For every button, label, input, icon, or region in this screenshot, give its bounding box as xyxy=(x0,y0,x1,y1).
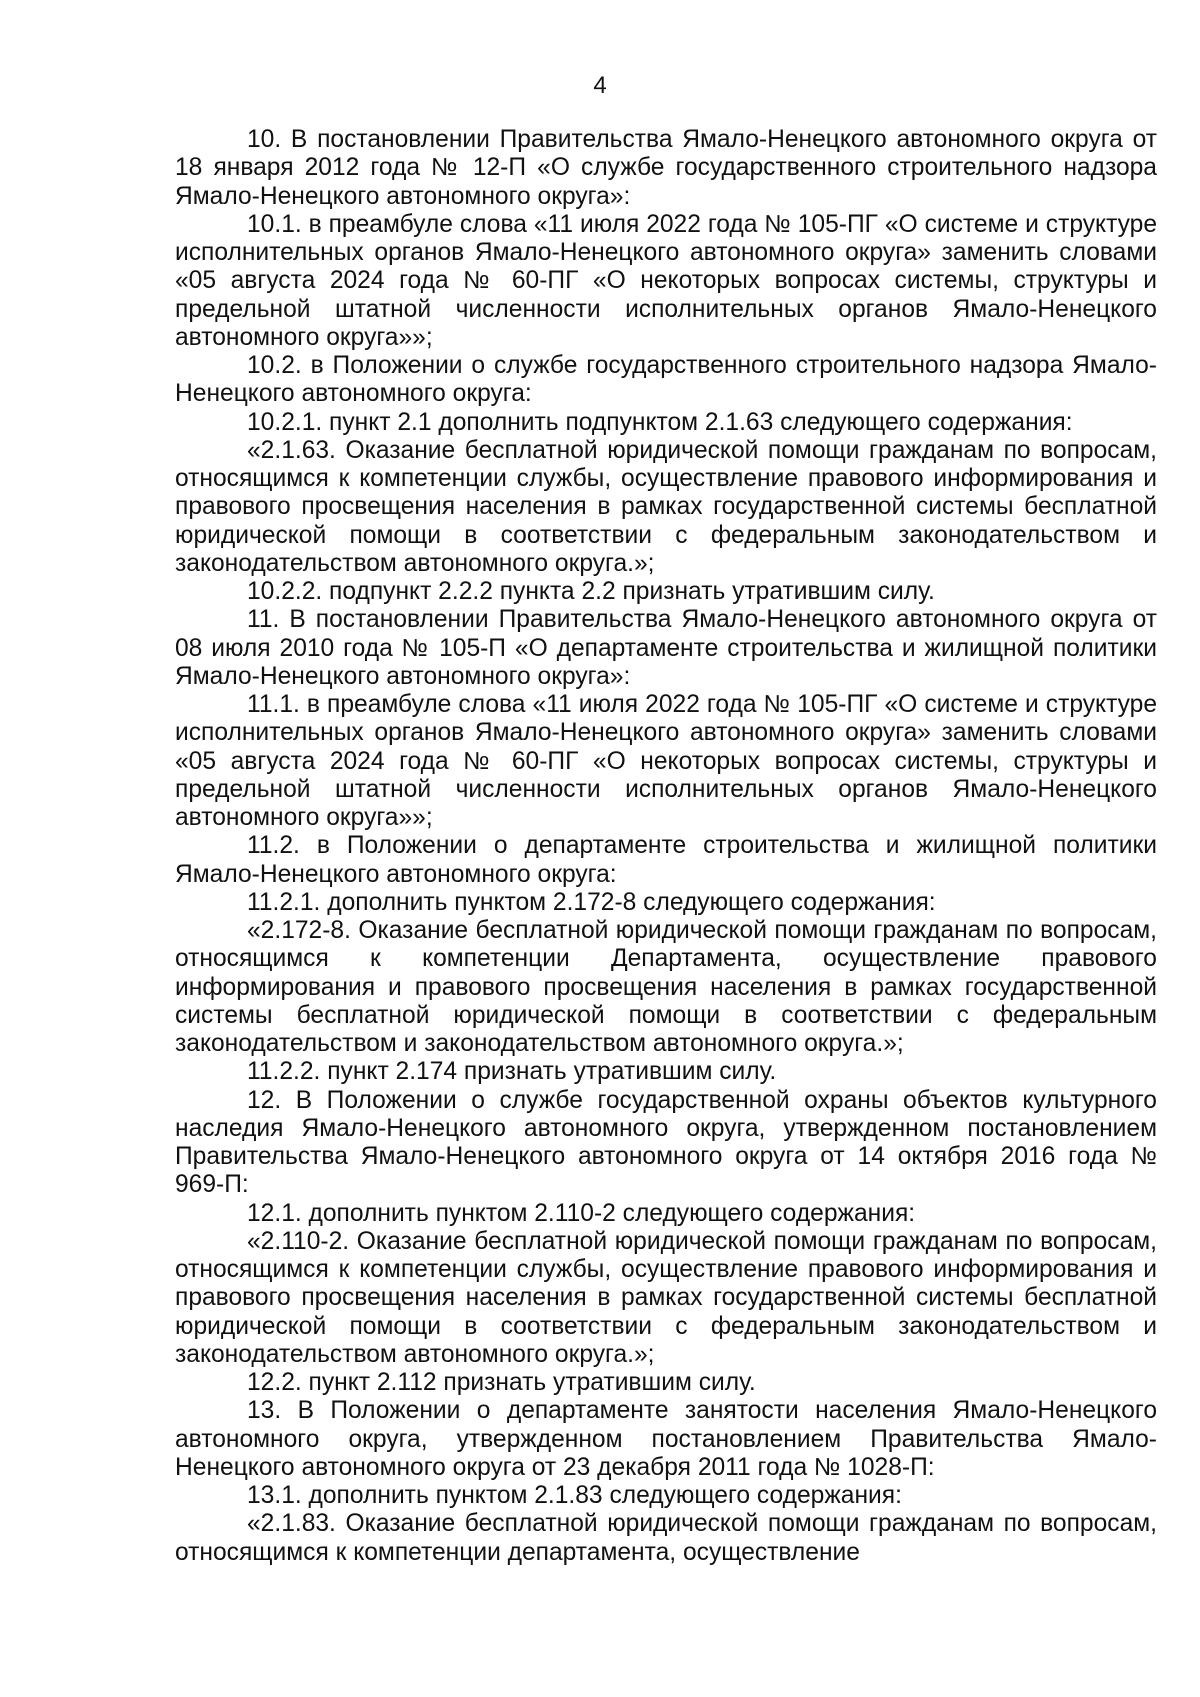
paragraph-13-1: 13.1. дополнить пунктом 2.1.83 следующего содержания: xyxy=(247,1482,902,1509)
paragraph-10-2: 10.2. в Положении о службе государственного строительного надзора Ямало-Ненецкого автономного округа: xyxy=(175,352,1157,408)
paragraph-11-2-2: 11.2.2. пункт 2.174 признать утратившим силу. xyxy=(247,1058,777,1086)
paragraph-2-172-8-text: «2.172-8. Оказание бесплатной юридической помощи гражданам по вопросам, относящимся к компетенции Департамента, осуществление правового информирования и правового просвещения населения в рамках государственной системы бесплатной юридической помощи в соответствии с федеральным законодательством и законодательством автономного округа.»; xyxy=(175,917,1157,1057)
paragraph-2-1-83-text: «2.1.83. Оказание бесплатной юридической помощи гражданам по вопросам, относящимся к компетенции департамента, осуществление xyxy=(175,1510,1157,1566)
paragraph-2-110-2-text: «2.110-2. Оказание бесплатной юридической помощи гражданам по вопросам, относящимся к компетенции службы, осуществление правового информирования и правового просвещения населения в рамках государственной системы бесплатной юридической помощи в соответствии с федеральным законодательством и законодательством автономного округа.»; xyxy=(175,1227,1157,1368)
paragraph-12-2: 12.2. пункт 2.112 признать утратившим силу. xyxy=(247,1369,756,1396)
paragraph-10-1: 10.1. в преамбуле слова «11 июля 2022 года № 105-ПГ «О системе и структуре исполнительных органов Ямало-Ненецкого автономного округа» заменить словами «05 августа 2024 года № 60-ПГ «О некоторых вопросах системы, структуры и предельной штатной численности исполнительных органов Ямало-Ненецкого автономного округа»»; xyxy=(175,210,1157,351)
page-number: 4 xyxy=(593,72,607,99)
paragraph-11-1: 11.1. в преамбуле слова «11 июля 2022 года № 105-ПГ «О системе и структуре исполнительных органов Ямало-Ненецкого автономного округа» заменить словами «05 августа 2024 года № 60-ПГ «О некоторых вопросах системы, структуры и предельной штатной численности исполнительных органов Ямало-Ненецкого автономного округа»»; xyxy=(175,691,1157,831)
paragraph-13: 13. В Положении о департаменте занятости населения Ямало-Ненецкого автономного округа, утвержденном постановлением Правительства Ямало-Ненецкого автономного округа от 23 декабря 2011 года № 1028-П: xyxy=(175,1397,1157,1481)
paragraph-12: 12. В Положении о службе государственной охраны объектов культурного наследия Ямало-Ненецкого автономного округа, утвержденном постановлением Правительства Ямало-Ненецкого автономного округа от 14 октября 2016 года № 969-П: xyxy=(175,1086,1157,1199)
paragraph-10-2-1: 10.2.1. пункт 2.1 дополнить подпунктом 2.1.63 следующего содержания: xyxy=(247,408,1073,436)
paragraph-10: 10. В постановлении Правительства Ямало-Ненецкого автономного округа от 18 января 2012 года № 12-П «О службе государственного строительного надзора Ямало-Ненецкого автономного округа»: xyxy=(175,126,1157,210)
paragraph-11: 11. В постановлении Правительства Ямало-Ненецкого автономного округа от 08 июля 2010 года № 105-П «О департаменте строительства и жилищной политики Ямало-Ненецкого автономного округа»: xyxy=(175,606,1157,690)
paragraph-11-2-1: 11.2.1. дополнить пунктом 2.172-8 следующего содержания: xyxy=(247,888,936,916)
paragraph-12-1: 12.1. дополнить пунктом 2.110-2 следующего содержания: xyxy=(247,1199,916,1227)
document-body xyxy=(175,126,1157,1567)
paragraph-2-1-63-text: «2.1.63. Оказание бесплатной юридической помощи гражданам по вопросам, относящимся к компетенции службы, осуществление правового информирования и правового просвещения населения в рамках государственной системы бесплатной юридической помощи в соответствии с федеральным законодательством и законодательством автономного округа.»; xyxy=(175,436,1157,577)
paragraph-10-2-2: 10.2.2. подпункт 2.2.2 пункта 2.2 признать утратившим силу. xyxy=(247,578,935,605)
paragraph-11-2: 11.2. в Положении о департаменте строительства и жилищной политики Ямало-Ненецкого автономного округа: xyxy=(175,832,1157,888)
